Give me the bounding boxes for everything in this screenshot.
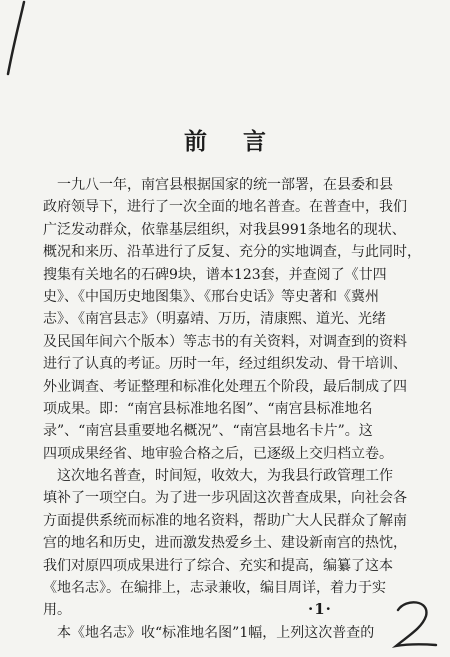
text-line: 外业调查、考证整理和标准化处理五个阶段，最后制成了四 (43, 378, 407, 395)
text-line: 广泛发动群众，依靠基层组织，对我县991条地名的现状、 (43, 221, 406, 238)
text-line: 进行了认真的考证。历时一年，经过组织发动、骨干培训、 (43, 356, 407, 373)
page-number: ·1· (308, 600, 332, 618)
page-title: 前 言 (183, 128, 280, 155)
handwritten-page-mark (388, 596, 444, 652)
text-line: 史》、《中国历史地图集》、《邢台史话》等史著和《冀州 (43, 288, 379, 305)
text-line: 项成果。即：“南宫县标准地名图”、“南宫县标准地名 (43, 400, 373, 417)
text-line: 志》、《南宫县志》（明嘉靖、万历，清康熙、道光、光绪 (43, 311, 386, 328)
text-line: 用。 (43, 602, 71, 619)
text-line: 录”、“南宫县重要地名概况”、“南宫县地名卡片”。这 (43, 423, 373, 440)
text-line: 概况和来历、沿革进行了反复、充分的实地调查，与此同时， (43, 244, 421, 261)
text-line: 政府领导下，进行了一次全面的地名普查。在普查中，我们 (43, 199, 407, 216)
text-line: 四项成果经省、地审验合格之后，已逐级上交归档立卷。 (43, 445, 393, 462)
text-line: 我们对原四项成果进行了综合、充实和提高，编纂了这本 (43, 557, 393, 574)
text-line: 及民国年间六个版本）等志书的有关资料，对调查到的资料 (43, 333, 407, 350)
text-line: 宫的地名和历史，进而激发热爱乡土、建设新南宫的热忱， (43, 535, 407, 552)
text-line: 《地名志》。在编排上，志录兼收，编目周详，着力于实 (43, 580, 386, 597)
handwritten-stroke-top-left (0, 0, 30, 80)
body-text (43, 174, 421, 644)
text-line: 一九八一年，南宫县根据国家的统一部署，在县委和县 (43, 177, 393, 193)
text-line: 这次地名普查，时间短，收效大，为我县行政管理工作 (43, 468, 393, 485)
text-line: 本《地名志》收“标准地名图”1幅，上列这次普查的 (43, 624, 375, 641)
text-line: 搜集有关地名的石碑9块，谱本123套，并查阅了《廿四 (43, 266, 387, 283)
text-line: 方面提供系统而标准的地名资料，帮助广大人民群众了解南 (43, 512, 407, 529)
text-line: 填补了一项空白。为了进一步巩固这次普查成果，向社会各 (43, 490, 407, 507)
